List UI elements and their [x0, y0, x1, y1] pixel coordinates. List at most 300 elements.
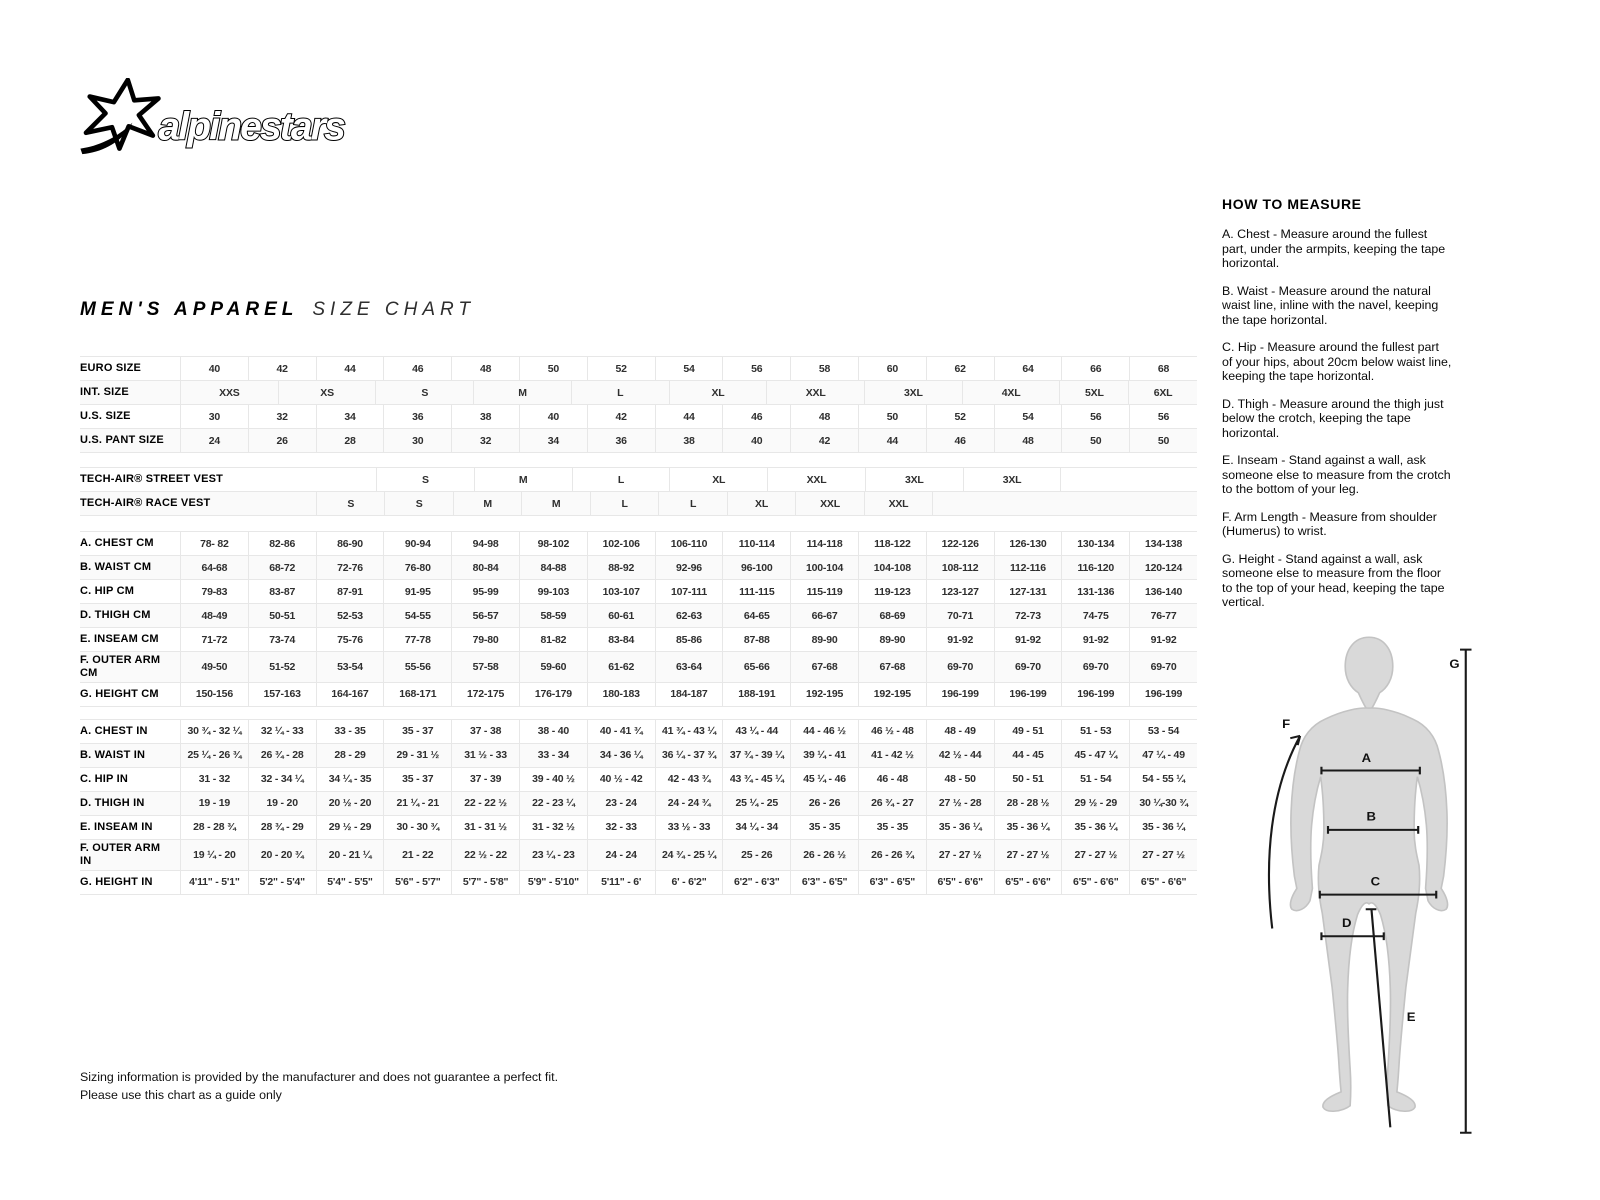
table-row [80, 871, 1197, 895]
body-measurement-diagram [1246, 628, 1492, 1152]
size-cell: 192-195 [790, 683, 858, 706]
table-row [80, 467, 1197, 492]
disclaimer [80, 1069, 558, 1105]
row-label: TECH-AIR® STREET VEST [80, 473, 224, 486]
size-cell: 4'11" - 5'1" [180, 871, 248, 894]
size-cell: XXL [795, 492, 863, 515]
size-cell: S [376, 468, 474, 491]
table-row [80, 792, 1197, 816]
size-cell: 27 - 27 ½ [994, 840, 1062, 870]
disclaimer-line2: Please use this chart as a guide only [80, 1087, 282, 1102]
size-cell: 46 [722, 405, 790, 428]
diagram-label-f: F [1282, 716, 1291, 732]
size-cell: 110-114 [722, 532, 790, 555]
size-cell: 115-119 [790, 580, 858, 603]
row-label: C. HIP CM [80, 585, 135, 598]
row-label: G. HEIGHT CM [80, 687, 159, 700]
size-cell: 32 - 33 [587, 816, 655, 839]
size-cell: 31 - 31 ½ [451, 816, 519, 839]
tech-air-block [80, 467, 1197, 516]
size-cell: 32 - 34 ¼ [248, 768, 316, 791]
size-cell: 106-110 [655, 532, 723, 555]
size-cell: 40 [519, 405, 587, 428]
size-cell: 33 - 35 [316, 720, 384, 743]
size-cell: 5'9" - 5'10" [519, 871, 587, 894]
size-cell: 79-80 [451, 628, 519, 651]
size-cell: 32 [248, 405, 316, 428]
size-cell: 91-92 [1061, 628, 1129, 651]
size-cell: 188-191 [722, 683, 790, 706]
size-cell: XXL [766, 381, 864, 404]
page-title-sub: SIZE CHART [312, 299, 475, 320]
size-cell: 53 - 54 [1129, 720, 1197, 743]
size-cell: 54 [994, 405, 1062, 428]
row-label: U.S. PANT SIZE [80, 434, 164, 447]
size-cell: 40 [722, 429, 790, 452]
size-cell: 70-71 [926, 604, 994, 627]
size-cell: 58-59 [519, 604, 587, 627]
size-cell: 127-131 [994, 580, 1062, 603]
size-cell: 76-77 [1129, 604, 1197, 627]
size-cell: 72-76 [316, 556, 384, 579]
table-row [80, 381, 1197, 405]
size-cell: 19 - 20 [248, 792, 316, 815]
size-cell: 46 ½ - 48 [858, 720, 926, 743]
diagram-label-b: B [1366, 809, 1377, 824]
brand-wordmark: alpinestars [158, 105, 344, 149]
size-cell: 50-51 [248, 604, 316, 627]
size-cell: 180-183 [587, 683, 655, 706]
size-cell: 72-73 [994, 604, 1062, 627]
size-cell: 196-199 [994, 683, 1062, 706]
size-cell: 192-195 [858, 683, 926, 706]
size-cell: 196-199 [1061, 683, 1129, 706]
size-cell: 31 ½ - 33 [451, 744, 519, 767]
size-cell: 51-52 [248, 652, 316, 682]
size-cell: 20 - 20 ¾ [248, 840, 316, 870]
size-cell: 28 - 29 [316, 744, 384, 767]
size-cell: L [590, 492, 658, 515]
size-cell: 45 - 47 ¼ [1061, 744, 1129, 767]
size-cell: 25 ¼ - 26 ¾ [180, 744, 248, 767]
size-cell: 6XL [1128, 381, 1197, 404]
size-cell: 41 - 42 ½ [858, 744, 926, 767]
size-cell: 150-156 [180, 683, 248, 706]
size-cell: 36 [383, 405, 451, 428]
size-cell: 40 [180, 357, 248, 380]
size-cell: 28 - 28 ½ [994, 792, 1062, 815]
size-cell: 44 [858, 429, 926, 452]
size-cell: 69-70 [1129, 652, 1197, 682]
row-label: U.S. SIZE [80, 410, 131, 423]
size-cell: 59-60 [519, 652, 587, 682]
size-cell: 27 ½ - 28 [926, 792, 994, 815]
size-cell: 34 - 36 ¼ [587, 744, 655, 767]
size-cell: 22 ½ - 22 [451, 840, 519, 870]
table-row [80, 652, 1197, 683]
size-cell: 196-199 [926, 683, 994, 706]
alpinestars-logo-icon [76, 78, 356, 156]
size-cell: 43 ¾ - 45 ¼ [722, 768, 790, 791]
table-row [80, 628, 1197, 652]
row-label: E. INSEAM CM [80, 633, 159, 646]
size-cell: 60 [858, 357, 926, 380]
size-cell: 35 - 36 ¼ [1129, 816, 1197, 839]
size-cell: 26 - 26 ¾ [858, 840, 926, 870]
row-label: D. THIGH IN [80, 796, 145, 809]
measure-instruction: D. Thigh - Measure around the thigh just below the crotch, keeping the tape horizontal. [1222, 396, 1444, 440]
size-cell: 48 [451, 357, 519, 380]
measure-instruction: F. Arm Length - Measure from shoulder (Humerus) to wrist. [1222, 509, 1437, 538]
size-cell: 45 ¼ - 46 [790, 768, 858, 791]
size-cell: 62 [926, 357, 994, 380]
row-label: F. OUTER ARM CM [80, 654, 161, 679]
size-cell: 82-86 [248, 532, 316, 555]
size-cell: 19 ¼ - 20 [180, 840, 248, 870]
size-cell: XL [669, 468, 767, 491]
page-title-main: MEN'S APPAREL [80, 299, 299, 320]
size-cell: 31 - 32 [180, 768, 248, 791]
table-row [80, 356, 1197, 381]
measure-instruction: C. Hip - Measure around the fullest part of your hips, about 20cm below waist line, keeping the tape horizontal. [1222, 340, 1452, 383]
size-cell: 60-61 [587, 604, 655, 627]
size-cell: 52-53 [316, 604, 384, 627]
size-cell: 55-56 [383, 652, 451, 682]
size-cell: 46 [383, 357, 451, 380]
size-cell: 66 [1061, 357, 1129, 380]
size-cell: 43 ¼ - 44 [722, 720, 790, 743]
row-label: B. WAIST IN [80, 748, 146, 761]
size-cell: XL [727, 492, 795, 515]
size-cell: 116-120 [1061, 556, 1129, 579]
size-cell: 53-54 [316, 652, 384, 682]
size-cell: 63-64 [655, 652, 723, 682]
size-cell: 19 - 19 [180, 792, 248, 815]
table-row [80, 744, 1197, 768]
table-row [80, 531, 1197, 556]
size-cell: 32 ¼ - 33 [248, 720, 316, 743]
size-cell: 131-136 [1061, 580, 1129, 603]
size-cell: 92-96 [655, 556, 723, 579]
size-cell: 33 ½ - 33 [655, 816, 723, 839]
size-cell: 24 - 24 [587, 840, 655, 870]
size-cell: S [384, 492, 452, 515]
size-cell: 87-91 [316, 580, 384, 603]
size-cell: 28 - 28 ¾ [180, 816, 248, 839]
size-cell: 48 [994, 429, 1062, 452]
size-cell: 123-127 [926, 580, 994, 603]
size-cell: 5XL [1059, 381, 1128, 404]
size-cell: 57-58 [451, 652, 519, 682]
size-cell: XS [278, 381, 376, 404]
size-cell: 33 - 34 [519, 744, 587, 767]
size-cell: S [316, 492, 384, 515]
star-icon [86, 80, 158, 149]
size-cell: 21 - 22 [383, 840, 451, 870]
diagram-label-c: C [1370, 873, 1381, 889]
size-cell: 34 ¼ - 35 [316, 768, 384, 791]
row-label: INT. SIZE [80, 386, 129, 399]
disclaimer-line1: Sizing information is provided by the manufacturer and does not guarantee a perfect fit. [80, 1070, 559, 1084]
size-cell: 26 ¾ - 27 [858, 792, 926, 815]
size-cell: 39 ¼ - 41 [790, 744, 858, 767]
size-cell: 35 - 36 ¼ [926, 816, 994, 839]
size-cell: 91-92 [994, 628, 1062, 651]
size-cell: 28 ¾ - 29 [248, 816, 316, 839]
size-cell: 98-102 [519, 532, 587, 555]
size-cell: 96-100 [722, 556, 790, 579]
size-cell: 24 ¾ - 25 ¼ [655, 840, 723, 870]
size-cell: 49 - 51 [994, 720, 1062, 743]
size-cell: 6'5" - 6'6" [994, 871, 1062, 894]
size-cell: 164-167 [316, 683, 384, 706]
size-cell: 61-62 [587, 652, 655, 682]
size-cell: 27 - 27 ½ [1061, 840, 1129, 870]
size-cell: 24 [180, 429, 248, 452]
size-cell: 26 - 26 [790, 792, 858, 815]
size-cell: 30 [383, 429, 451, 452]
size-cell: 87-88 [722, 628, 790, 651]
size-chart-table [80, 356, 1197, 895]
table-row [80, 604, 1197, 628]
size-cell: 25 ¼ - 25 [722, 792, 790, 815]
size-cell: 48-49 [180, 604, 248, 627]
size-cell: 28 [316, 429, 384, 452]
size-cell: 76-80 [383, 556, 451, 579]
size-cell: 31 - 32 ½ [519, 816, 587, 839]
size-cell: 56-57 [451, 604, 519, 627]
size-cell: 39 - 40 ½ [519, 768, 587, 791]
size-cell: 49-50 [180, 652, 248, 682]
row-label: A. CHEST IN [80, 724, 148, 737]
size-cell: 29 ½ - 29 [1061, 792, 1129, 815]
size-cell: 47 ¼ - 49 [1129, 744, 1197, 767]
size-cell: 37 - 38 [451, 720, 519, 743]
row-label: F. OUTER ARM IN [80, 841, 161, 867]
size-cell: 94-98 [451, 532, 519, 555]
size-cell: 58 [790, 357, 858, 380]
table-row [80, 816, 1197, 840]
size-cell: 102-106 [587, 532, 655, 555]
size-cell: 35 - 36 ¼ [994, 816, 1062, 839]
size-cell: 30 ¾ - 32 ¼ [180, 720, 248, 743]
size-cell: 26 [248, 429, 316, 452]
size-cell: 84-88 [519, 556, 587, 579]
size-cell: 64-68 [180, 556, 248, 579]
size-cell: 79-83 [180, 580, 248, 603]
size-cell: 67-68 [790, 652, 858, 682]
size-cell: 25 - 26 [722, 840, 790, 870]
size-cell: 48 - 50 [926, 768, 994, 791]
size-cell: 42 ½ - 44 [926, 744, 994, 767]
table-row [80, 556, 1197, 580]
size-cell: 54 [655, 357, 723, 380]
size-cell: 46 - 48 [858, 768, 926, 791]
size-cell: 69-70 [994, 652, 1062, 682]
row-label: D. THIGH CM [80, 609, 151, 622]
size-cell: 34 ¼ - 34 [722, 816, 790, 839]
size-cell: 44 [316, 357, 384, 380]
size-cell: 56 [1129, 405, 1197, 428]
size-cell: 114-118 [790, 532, 858, 555]
table-row [80, 429, 1197, 453]
row-label: B. WAIST CM [80, 561, 152, 574]
size-cell: 38 - 40 [519, 720, 587, 743]
size-cell: 73-74 [248, 628, 316, 651]
row-label: G. HEIGHT IN [80, 875, 153, 888]
size-cell: 118-122 [858, 532, 926, 555]
size-cell: 50 [858, 405, 926, 428]
size-cell: 5'6" - 5'7" [383, 871, 451, 894]
size-cell: 108-112 [926, 556, 994, 579]
size-cell: 100-104 [790, 556, 858, 579]
size-cell: 6'5" - 6'6" [1061, 871, 1129, 894]
measure-instruction: B. Waist - Measure around the natural waist line, inline with the navel, keeping the tape horizontal. [1222, 283, 1439, 327]
size-cell: XL [669, 381, 767, 404]
size-cell: 51 - 53 [1061, 720, 1129, 743]
size-cell: 64-65 [722, 604, 790, 627]
size-cell: 120-124 [1129, 556, 1197, 579]
size-cell: 54-55 [383, 604, 451, 627]
size-cell: 30 ¼-30 ¾ [1129, 792, 1197, 815]
size-cell: 29 - 31 ½ [383, 744, 451, 767]
size-cell: 95-99 [451, 580, 519, 603]
size-cell: 176-179 [519, 683, 587, 706]
size-cell: 3XL [963, 468, 1061, 491]
size-cell: 50 [1061, 429, 1129, 452]
size-cell: 26 - 26 ½ [790, 840, 858, 870]
size-cell: 40 - 41 ¾ [587, 720, 655, 743]
size-cell: 77-78 [383, 628, 451, 651]
size-cell: 66-67 [790, 604, 858, 627]
size-cell: 83-84 [587, 628, 655, 651]
size-cell: 85-86 [655, 628, 723, 651]
size-cell: M [473, 381, 571, 404]
size-cell: 90-94 [383, 532, 451, 555]
size-cell: XXL [767, 468, 865, 491]
size-cell: 29 ½ - 29 [316, 816, 384, 839]
size-cell: 30 - 30 ¾ [383, 816, 451, 839]
size-cell: 56 [1061, 405, 1129, 428]
size-cell: 44 - 46 ½ [790, 720, 858, 743]
size-cell: 5'4" - 5'5" [316, 871, 384, 894]
size-cell: 111-115 [722, 580, 790, 603]
size-cell: 88-92 [587, 556, 655, 579]
size-cell: 38 [451, 405, 519, 428]
size-cell: XXL [864, 492, 932, 515]
size-cell: 38 [655, 429, 723, 452]
size-cell: 99-103 [519, 580, 587, 603]
size-header-block [80, 356, 1197, 453]
size-cell: 20 - 21 ¼ [316, 840, 384, 870]
page-title [80, 299, 475, 321]
size-cell: 21 ¼ - 21 [383, 792, 451, 815]
size-cell: 35 - 35 [790, 816, 858, 839]
size-cell: 34 [316, 405, 384, 428]
table-row [80, 683, 1197, 707]
size-cell: 4XL [962, 381, 1060, 404]
size-cell: 51 - 54 [1061, 768, 1129, 791]
measure-instruction: E. Inseam - Stand against a wall, ask someone else to measure from the crotch to the bottom of your leg. [1222, 453, 1451, 496]
size-cell: 46 [926, 429, 994, 452]
size-cell: 27 - 27 ½ [926, 840, 994, 870]
size-cell: 74-75 [1061, 604, 1129, 627]
size-cell: 23 ¼ - 23 [519, 840, 587, 870]
size-cell: 20 ½ - 20 [316, 792, 384, 815]
size-cell: 6'5" - 6'6" [926, 871, 994, 894]
size-cell: 3XL [864, 381, 962, 404]
size-cell: 83-87 [248, 580, 316, 603]
row-label: E. INSEAM IN [80, 820, 153, 833]
size-cell: 89-90 [790, 628, 858, 651]
size-cell: 24 - 24 ¾ [655, 792, 723, 815]
size-cell: 54 - 55 ¼ [1129, 768, 1197, 791]
how-to-measure-heading: HOW TO MEASURE [1222, 196, 1362, 212]
size-cell: 6' - 6'2" [655, 871, 723, 894]
measure-instruction: A. Chest - Measure around the fullest part, under the armpits, keeping the tape horizontal. [1222, 227, 1446, 270]
size-cell: 91-92 [1129, 628, 1197, 651]
size-cell: 48 - 49 [926, 720, 994, 743]
size-cell: 22 - 23 ¼ [519, 792, 587, 815]
row-label: C. HIP IN [80, 772, 129, 785]
size-cell: S [375, 381, 473, 404]
size-cell: L [572, 468, 670, 491]
table-row [80, 719, 1197, 744]
size-cell: 35 - 36 ¼ [1061, 816, 1129, 839]
size-cell: 91-92 [926, 628, 994, 651]
size-cell: 42 [587, 405, 655, 428]
size-cell: 35 - 37 [383, 720, 451, 743]
size-cell: 32 [451, 429, 519, 452]
size-cell [932, 492, 1197, 515]
size-cell: 86-90 [316, 532, 384, 555]
size-cell: 71-72 [180, 628, 248, 651]
how-to-measure-panel [1222, 196, 1452, 623]
size-cell: 136-140 [1129, 580, 1197, 603]
size-cell: 119-123 [858, 580, 926, 603]
table-row [80, 405, 1197, 429]
size-cell: 23 - 24 [587, 792, 655, 815]
size-cell: 75-76 [316, 628, 384, 651]
size-cell: 65-66 [722, 652, 790, 682]
size-cell: 37 ¾ - 39 ¼ [722, 744, 790, 767]
size-cell: 56 [722, 357, 790, 380]
measurements-in-block [80, 719, 1197, 895]
size-cell: 42 - 43 ¾ [655, 768, 723, 791]
size-cell: 44 [655, 405, 723, 428]
size-cell: L [571, 381, 669, 404]
size-cell: 91-95 [383, 580, 451, 603]
size-cell: 78- 82 [180, 532, 248, 555]
size-cell: 35 - 37 [383, 768, 451, 791]
size-cell: 50 [519, 357, 587, 380]
size-cell: 104-108 [858, 556, 926, 579]
table-row [80, 492, 1197, 516]
size-cell: 5'7" - 5'8" [451, 871, 519, 894]
size-cell: 36 ¼ - 37 ¾ [655, 744, 723, 767]
size-cell: M [453, 492, 521, 515]
size-cell: 184-187 [655, 683, 723, 706]
size-cell: 3XL [865, 468, 963, 491]
size-cell: 6'3" - 6'5" [790, 871, 858, 894]
table-row [80, 580, 1197, 604]
size-cell: 107-111 [655, 580, 723, 603]
size-cell: 5'11" - 6' [587, 871, 655, 894]
size-cell: 134-138 [1129, 532, 1197, 555]
size-cell: 52 [587, 357, 655, 380]
size-cell: 112-116 [994, 556, 1062, 579]
size-cell: M [521, 492, 589, 515]
